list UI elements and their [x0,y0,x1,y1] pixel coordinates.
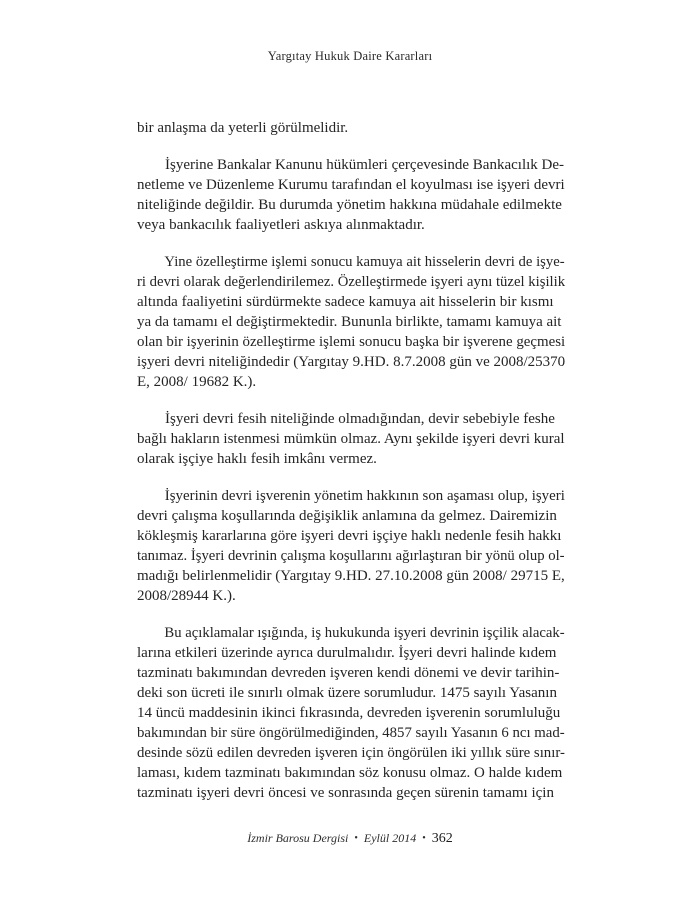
issue-date: Eylül 2014 [363,831,417,845]
text-line: larına etkileri üzerinde ayrıca durulmalıdır. İşyeri devri halinde kıdem [137,645,557,661]
footer-separator-icon: • [354,833,358,844]
paragraph [137,252,565,392]
text-line: bağlı hakların istenmesi mümkün olmaz. Aynı şekilde işyeri devri kural [137,431,565,447]
text-line: olarak işçiye haklı fesih imkânı vermez. [137,451,377,467]
text-line: deki son ücreti ile sınırlı olmak üzere sorumludur. 1475 sayılı Yasanın [137,685,557,701]
text-line: madığı belirlenmelidir (Yargıtay 9.HD. 27.10.2008 gün 2008/ 29715 E, [137,568,565,584]
text-line: netleme ve Düzenleme Kurumu tarafından el koyulması ise işyeri devri [137,177,565,193]
paragraph [137,155,565,235]
text-line: E, 2008/ 19682 K.). [137,374,257,390]
text-line: niteliğinde değildir. Bu durumda yönetim hakkına müdahale edilmekte [137,197,562,213]
body-text [137,118,565,803]
text-line: bir anlaşma da yeterli görülmelidir. [137,120,349,136]
text-line: kökleşmiş kararlarına göre işyeri devri işçiye haklı nedenle fesih hakkı [137,528,562,544]
text-line: İşyeri devri fesih niteliğinde olmadığından, devir sebebiyle feshe [165,411,555,427]
text-line: 2008/28944 K.). [137,588,236,604]
text-line: İşyerinin devri işverenin yönetim hakkının son aşaması olup, işyeri [164,488,565,504]
text-line: Bu açıklamalar ışığında, iş hukukunda işyeri devrinin işçilik alacak- [164,625,565,641]
text-line: 14 üncü maddesinin ikinci fıkrasında, devreden işverenin sorumluluğu [137,705,561,721]
text-line: tazminatı işyeri devri öncesi ve sonrasında geçen sürenin tamamı için [137,785,554,801]
page-footer [0,831,700,847]
text-line: veya bankacılık faaliyetleri askıya alınmaktadır. [137,217,425,233]
paragraph [137,409,565,469]
text-line: laması, kıdem tazminatı bakımından söz konusu olmaz. O halde kıdem [137,765,563,781]
paragraph [137,486,565,606]
text-line: işyeri devri niteliğindedir (Yargıtay 9.HD. 8.7.2008 gün ve 2008/25370 [137,354,566,370]
paragraph [137,623,565,803]
footer-separator-icon: • [422,833,426,844]
journal-name: İzmir Barosu Dergisi [247,831,349,845]
text-line: tazminatı bakımından devreden işveren kendi dönemi ve devir tarihin- [137,665,560,681]
text-line: ri devri olarak değerlendirilemez. Özelleştirmede işyeri aynı tüzel kişilik [137,274,566,290]
text-line: devri çalışma koşullarında değişiklik anlamına da gelmez. Dairemizin [137,508,557,524]
text-line: ya da tamamı el değiştirmektedir. Bununla birlikte, tamamı kamuya ait [137,314,562,330]
text-line: olan bir işyerinin özelleştirme işlemi sonucu başka bir işverene geçmesi [137,334,566,350]
running-header: Yargıtay Hukuk Daire Kararları [267,49,433,63]
text-line: altında faaliyetini sürdürmekte sadece kamuya ait hisselerin bir kısmı [137,294,554,310]
page-number: 362 [431,831,453,846]
paragraph [137,118,565,138]
text-line: tanımaz. İşyeri devrinin çalışma koşullarını ağırlaştıran bir yönü olup ol- [137,548,565,564]
text-line: Yine özelleştirme işlemi sonucu kamuya ait hisselerin devri de işye- [164,254,565,270]
text-line: desinde sözü edilen devreden işveren için öngörülen iki yıllık süre sınır- [137,745,565,761]
text-line: İşyerine Bankalar Kanunu hükümleri çerçevesinde Bankacılık De- [165,157,565,173]
text-line: bakımından bir süre öngörülmediğinden, 4857 sayılı Yasanın 6 ncı mad- [137,725,565,741]
